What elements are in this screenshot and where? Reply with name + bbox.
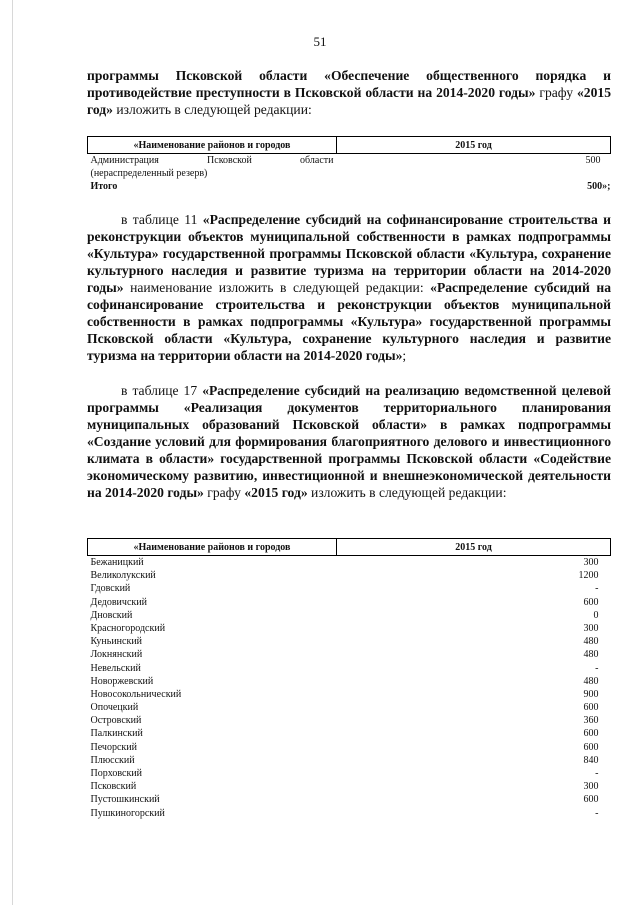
table-row [88, 154, 611, 181]
table-1 [87, 136, 611, 193]
table-2-header-name: «Наименование районов и городов [88, 539, 337, 556]
table-row [88, 569, 611, 582]
table-2-cell-name: Куньинский [90, 636, 143, 648]
table-row [88, 727, 611, 740]
scan-edge [12, 0, 13, 905]
table-2-cell-value: 480 [583, 649, 599, 661]
paragraph-1-bold2: «2015 год» [87, 85, 611, 117]
table-row [88, 582, 611, 595]
table-1-cell-name [88, 154, 337, 181]
table-row [88, 807, 611, 820]
paragraph-3-bold2: «2015 год» [244, 485, 308, 500]
table-2-cell-value: 840 [583, 754, 599, 766]
table-row [88, 780, 611, 793]
table-2-cell-name: Дновский [90, 609, 133, 621]
table-2-cell-name: Псковский [90, 781, 137, 793]
table-2 [87, 538, 611, 820]
paragraph-2-bold2: «Распределение субсидий на софинансирование строительства и реконструкции объектов муниципальной собственности в рамках подпрограммы «Культура» государственной программы Псковской области «Культура, сохранение культурного наследия и развитие туризма на территории области на 2014-2020 годы» [87, 280, 611, 363]
table-2-cell-name: Печорский [90, 741, 137, 753]
table-1-cell-value: 500»; [587, 181, 611, 192]
table-2-cell-name: Красногородский [90, 622, 166, 634]
table-1-header-row [88, 137, 611, 154]
paragraph-2 [87, 211, 611, 364]
table-row [88, 180, 611, 193]
table-2-cell-value: 900 [583, 688, 599, 700]
table-2-cell-name: Локнянский [90, 649, 143, 661]
table-2-cell-name: Палкинский [90, 728, 143, 740]
paragraph-1-bold: программы Псковской области «Обеспечение общественного порядка и противодействие преступности в Псковской области на 2014-2020 годы» [87, 68, 611, 100]
table-row [88, 596, 611, 609]
table-2-body [88, 556, 611, 820]
paragraph-3-text2: графу [203, 485, 245, 500]
table-row [88, 741, 611, 754]
paragraph-2-text1: в таблице 11 [121, 212, 203, 227]
paragraph-1-text2: изложить в следующей редакции: [112, 102, 312, 117]
table-2-cell-name: Дедовичский [90, 596, 147, 608]
table-2-cell-name: Пушкиногорский [90, 807, 165, 819]
table-row [88, 648, 611, 661]
table-2-cell-value: 600 [583, 794, 599, 806]
table-2-cell-name: Невельский [90, 662, 141, 674]
table-2-cell-value: - [595, 807, 599, 819]
table-2-cell-value: 600 [583, 596, 599, 608]
table-row [88, 767, 611, 780]
table-row [88, 662, 611, 675]
table-1-cell-name-part: Псковской [207, 155, 252, 166]
page-number: 51 [313, 34, 327, 49]
table-2-cell-value: 0 [593, 609, 599, 621]
paragraph-3-text1: в таблице 17 [121, 383, 203, 398]
table-2-cell-name: Новосокольнический [90, 688, 182, 700]
table-2-cell-value: - [595, 583, 599, 595]
table-2-cell-value: 600 [583, 728, 599, 740]
table-1-cell-name: Итого [90, 181, 118, 192]
table-row [88, 754, 611, 767]
table-2-cell-value: 600 [583, 702, 599, 714]
table-1-header-year: 2015 год [337, 137, 611, 154]
table-row [88, 622, 611, 635]
table-row [88, 688, 611, 701]
table-row [88, 609, 611, 622]
table-2-cell-value: 300 [583, 622, 599, 634]
table-2-cell-name: Порховский [90, 768, 143, 779]
table-row [88, 701, 611, 714]
table-2-cell-name: Плюсский [90, 754, 135, 766]
table-2-header-year: 2015 год [337, 539, 611, 556]
table-1-cell-value: 500 [585, 155, 601, 166]
paragraph-3-text3: изложить в следующей редакции: [307, 485, 507, 500]
table-2-cell-value: 480 [583, 675, 599, 687]
table-1-cell-name-part: области [300, 155, 334, 166]
table-2-cell-name: Великолукский [90, 570, 156, 582]
paragraph-3-bold1: «Распределение субсидий на реализацию ведомственной целевой программы «Реализация документов территориального планирования муниципальных образований Псковской области» в рамках подпрограммы «Создание условий для формирования благоприятного делового и инвестиционного климата в области» государственной программы Псковской области «Содействие экономическому развитию, инвестиционной и внешнеэкономической деятельности на 2014-2020 годы» [87, 383, 611, 500]
table-2-cell-name: Пустошкинский [90, 794, 160, 806]
table-row [88, 675, 611, 688]
table-2-cell-value: - [595, 662, 599, 674]
table-row [88, 556, 611, 570]
paragraph-1-text1: графу [535, 85, 577, 100]
table-2-cell-value: 300 [583, 781, 599, 793]
table-2-cell-name: Новоржевский [90, 675, 154, 687]
table-row [88, 793, 611, 806]
table-1-header-name: «Наименование районов и городов [88, 137, 337, 154]
table-1-cell-name-part: Администрация [90, 155, 159, 166]
table-row [88, 635, 611, 648]
table-row [88, 714, 611, 727]
table-2-cell-name: Островский [90, 715, 142, 727]
table-2-cell-value: - [595, 768, 599, 779]
table-2-cell-value: 480 [583, 636, 599, 648]
table-2-cell-value: 600 [583, 741, 599, 753]
table-2-cell-value: 300 [583, 557, 599, 568]
table-2-header-row [88, 539, 611, 556]
table-2-cell-name: Гдовский [90, 583, 131, 595]
paragraph-2-text3: ; [402, 348, 407, 363]
paragraph-1 [87, 67, 611, 118]
paragraph-3 [87, 382, 611, 501]
table-2-cell-value: 360 [583, 715, 599, 727]
paragraph-2-bold1: «Распределение субсидий на софинансирование строительства и реконструкции объектов муниципальной собственности в рамках подпрограммы «Культура» государственной программы Псковской области «Культура, сохранение культурного наследия и развитие туризма на территории области на 2014-2020 годы» [87, 212, 611, 295]
table-2-cell-name: Опочецкий [90, 702, 139, 714]
paragraph-2-text2: наименование изложить в следующей редакции: [123, 280, 431, 295]
table-2-cell-value: 1200 [578, 570, 599, 582]
table-2-cell-name: Бежаницкий [90, 557, 144, 568]
table-1-cell-name-part: (нераспределенный резерв) [90, 168, 208, 179]
